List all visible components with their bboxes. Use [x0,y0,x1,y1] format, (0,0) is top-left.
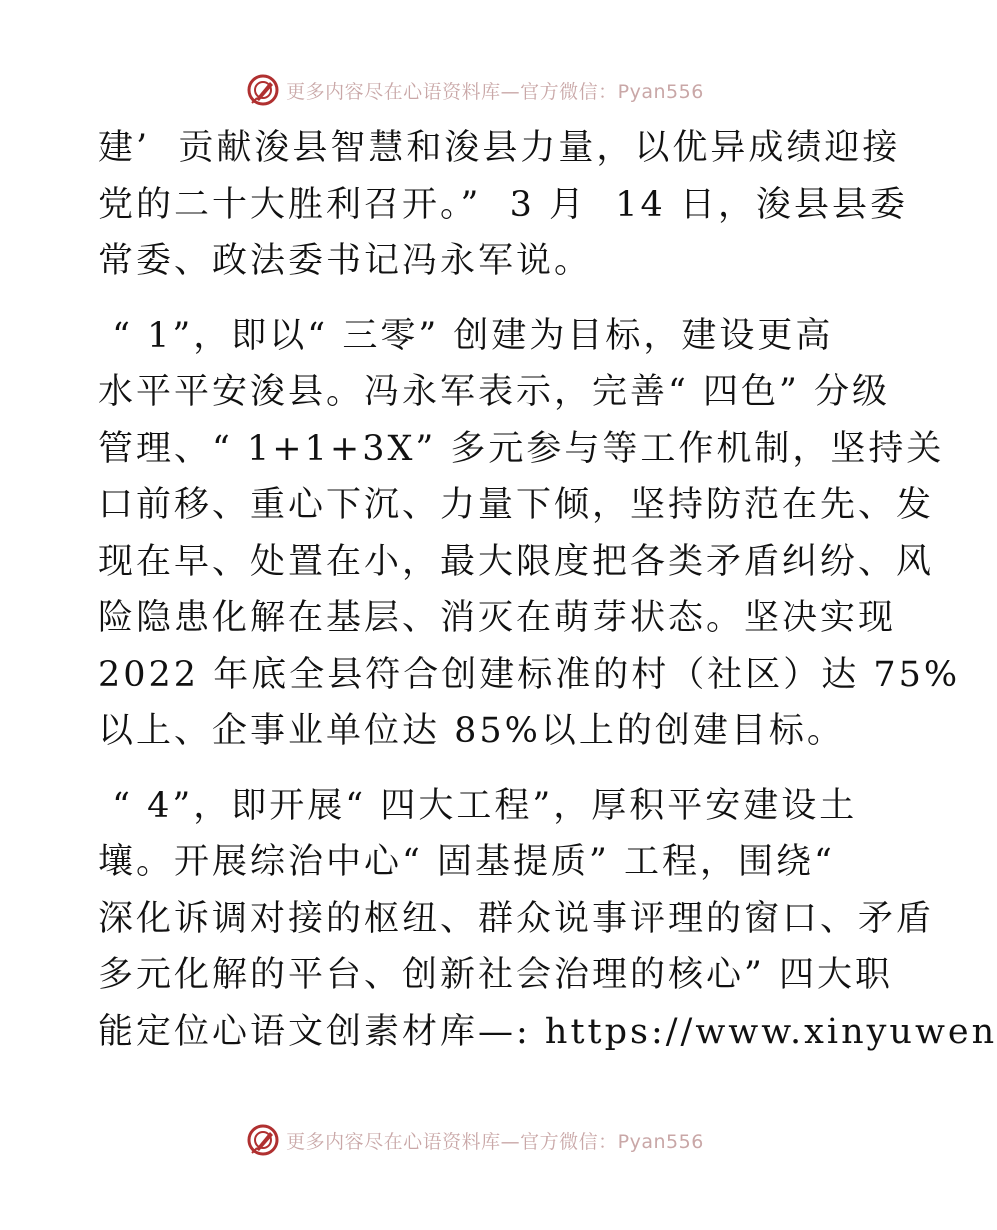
text-line: “ 4”，即开展“ 四大工程”，厚积平安建设土 [98,785,858,826]
header-watermark-banner [0,70,950,110]
paragraph-2 [98,308,961,760]
header-watermark-text: 更多内容尽在心语资料库—官方微信：Pyan556 [286,80,704,103]
text-line: 口前移、重心下沉、力量下倾，坚持防范在先、发 [98,485,935,525]
footer-watermark-banner [0,1120,950,1160]
paragraph-1 [98,120,908,290]
seal-logo-icon [246,1123,280,1157]
text-line: 壤。开展综治中心“ 固基提质” 工程，围绕“ [98,842,835,882]
document-body [98,120,997,1078]
text-line: 深化诉调对接的枢纽、群众说事评理的窗口、矛盾 [98,898,935,939]
text-line: 险隐患化解在基层、消灭在萌芽状态。坚决实现 [98,598,897,638]
text-line: “ 1”，即以“ 三零” 创建为目标，建设更高 [98,315,834,356]
text-line: 水平平安浚县。冯永军表示，完善“ 四色” 分级 [98,372,891,412]
text-line: 多元化解的平台、创新社会治理的核心” 四大职 [98,955,894,995]
text-line: 以上、企事业单位达 85%以上的创建目标。 [98,711,845,751]
text-line: 管理、“ 1+1+3X” 多元参与等工作机制，坚持关 [98,428,945,469]
text-line: 能定位心语文创素材库—: https://www.xinyuwen [98,1011,997,1052]
text-line: 建’ 贡献浚县智慧和浚县力量，以优异成绩迎接 [98,128,901,168]
footer-watermark-text: 更多内容尽在心语资料库—官方微信：Pyan556 [286,1130,704,1153]
text-line: 现在早、处置在小，最大限度把各类矛盾纠纷、风 [98,541,935,582]
text-line: 2022 年底全县符合创建标准的村（社区）达 75% [98,654,961,695]
seal-logo-icon [246,73,280,107]
paragraph-3 [98,778,997,1061]
text-line: 党的二十大胜利召开。” 3 月 14 日，浚县县委 [98,184,908,225]
text-line: 常委、政法委书记冯永军说。 [98,241,593,281]
